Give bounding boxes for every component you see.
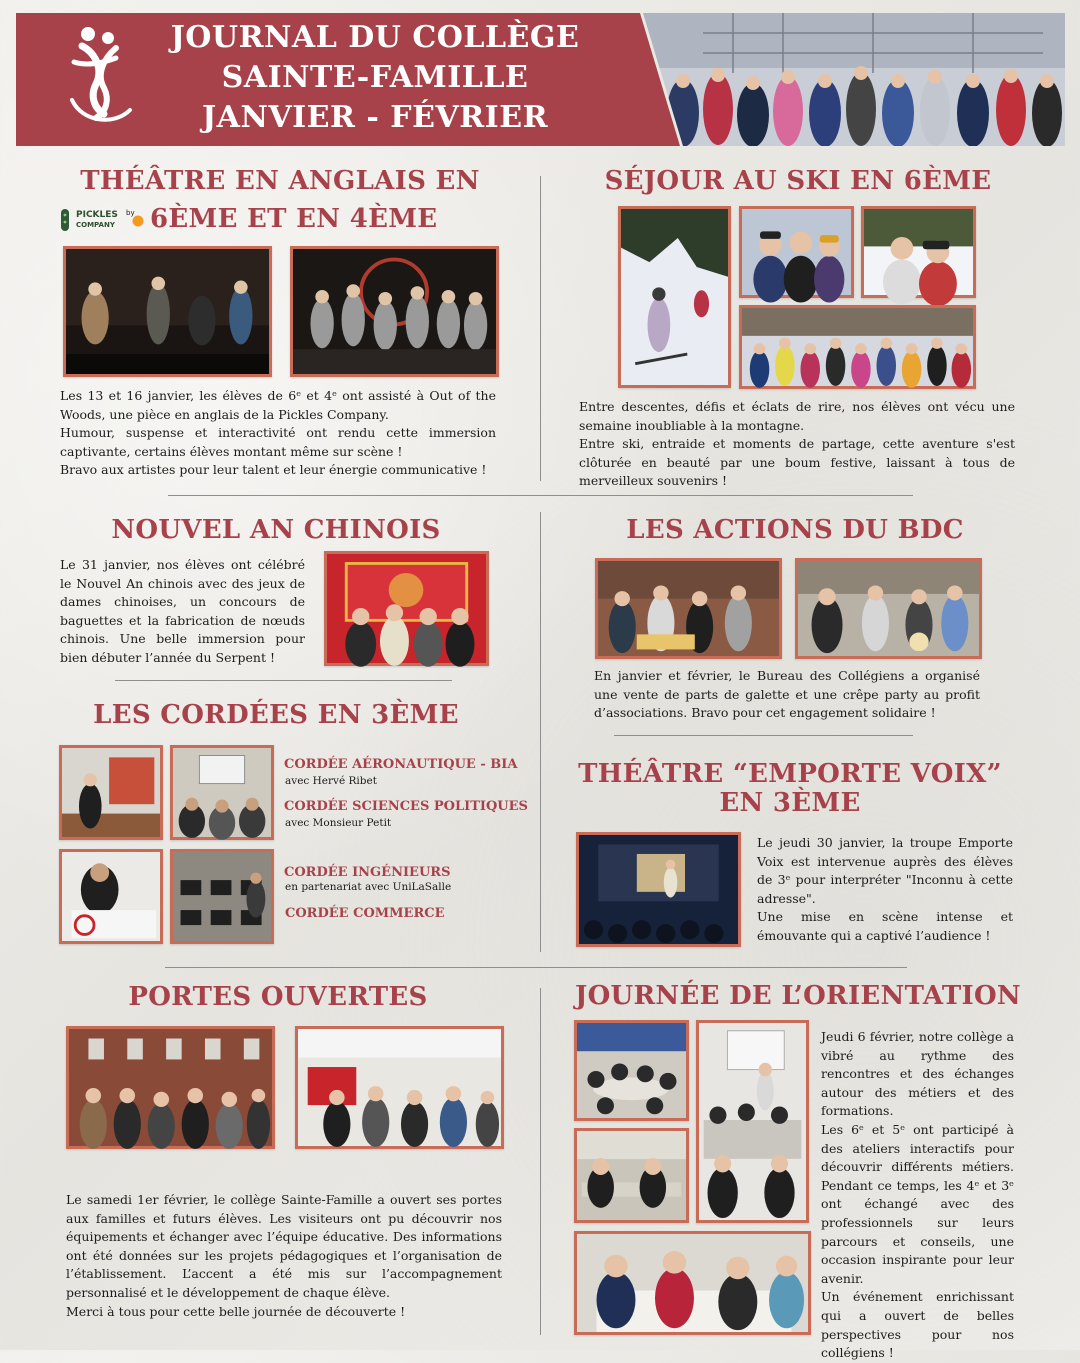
orientation-paragraph: Jeudi 6 février, notre collège a vibré au rythme des rencontres et des échanges autour des métiers et des formations. [821, 1029, 1014, 1119]
portes-text [66, 1191, 502, 1321]
theatre-anglais-subtitle: 6ÈME ET EN 4ÈME [150, 204, 438, 234]
ski-photo-group [739, 305, 976, 389]
section-divider [115, 680, 452, 681]
newsletter-title [170, 18, 580, 138]
cordee-ingenieurs-title: CORDÉE INGÉNIEURS [284, 865, 451, 880]
ski-paragraph: Entre ski, entraide et moments de partage, cette aventure s'est clôturée en beauté par une boum festive, laissant à tous de merveilleux souvenirs ! [579, 436, 1015, 489]
orientation-photo-3 [574, 1128, 689, 1223]
column-divider [540, 176, 541, 481]
orientation-title: JOURNÉE DE L’ORIENTATION [575, 981, 1022, 1011]
emporte-voix-subtitle: EN 3ÈME [719, 788, 861, 818]
section-divider [165, 967, 907, 968]
orientation-paragraph: Un événement enrichissant qui a ouvert de belles perspectives pour nos collégiens ! [821, 1289, 1014, 1361]
column-divider [540, 512, 541, 952]
nouvel-an-paragraph: Le 31 janvier, nos élèves ont célébré le Nouvel An chinois avec des jeux de dames chinoises, un concours de baguettes et la fabrication de nœuds chinois. Une belle immersion pour bien débuter l’année du Serpent ! [60, 557, 305, 665]
bdc-photo-galette [595, 558, 782, 659]
orientation-paragraph: Les 6ᵉ et 5ᵉ ont participé à des ateliers interactifs pour découvrir différents métiers. Pendant ce temps, les 4ᵉ et 3ᵉ ont échangé avec des professionnels sur leurs parcours et conseils, une occasion inspirante pour leur avenir. [821, 1121, 1014, 1286]
emporte-voix-text [757, 834, 1013, 946]
theatre-anglais-title: THÉÂTRE EN ANGLAIS EN [80, 166, 480, 196]
cordee-photo-aero [59, 745, 163, 840]
ski-text [579, 398, 1015, 491]
orientation-text [821, 1028, 1014, 1363]
ski-photo-duo [861, 206, 976, 298]
pickles-company-logo [58, 205, 135, 235]
theatre-anglais-text [60, 387, 496, 480]
cordee-ingenieurs-sub: en partenariat avec UniLaSalle [285, 881, 452, 893]
pickles-logo-text: PICKLES [76, 210, 118, 220]
emporte-voix-paragraph: Le jeudi 30 janvier, la troupe Emporte Voix est intervenue auprès des élèves de 3ᵉ pour interpréter "Inconnu à cette adresse". [757, 835, 1013, 906]
theatre-anglais-paragraph: Bravo aux artistes pour leur talent et leur énergie communicative ! [60, 462, 487, 478]
nouvel-an-text [60, 556, 305, 668]
cordee-photo-sciences-po [170, 745, 274, 840]
theatre-anglais-paragraph: Humour, suspense et interactivité ont rendu cette immersion captivante, certains élèves montant même sur scène ! [60, 425, 496, 459]
portes-title: PORTES OUVERTES [128, 982, 428, 1012]
title-line-2: SAINTE-FAMILLE [221, 60, 529, 95]
theatre-photo-group [290, 246, 499, 377]
cordee-sciences-po-sub: avec Monsieur Petit [285, 817, 392, 829]
section-divider [614, 735, 913, 736]
pickles-logo-by: by [126, 209, 135, 217]
emporte-voix-title: THÉÂTRE “EMPORTE VOIX” [578, 759, 1002, 789]
cordee-photo-commerce [170, 849, 274, 944]
portes-photo-cdi [295, 1026, 504, 1149]
cordee-commerce-title: CORDÉE COMMERCE [285, 906, 445, 921]
cordee-aero-sub: avec Hervé Ribet [285, 775, 377, 787]
title-line-3: JANVIER - FÉVRIER [201, 100, 549, 135]
bdc-photo-crepes [795, 558, 982, 659]
ski-title: SÉJOUR AU SKI EN 6ÈME [604, 166, 992, 196]
cordees-title: LES CORDÉES EN 3ÈME [93, 700, 459, 730]
theatre-anglais-paragraph: Les 13 et 16 janvier, les élèves de 6ᵉ et 4ᵉ ont assisté à Out of the Woods, une pièce en anglais de la Pickles Company. [60, 388, 496, 422]
portes-paragraph: Le samedi 1er février, le collège Sainte-Famille a ouvert ses portes aux familles et futurs élèves. Les visiteurs ont pu découvrir nos équipements et échanger avec l’équipe éducative. Des informations ont été données sur les projets pédagogiques et l’organisation de l’établissement. L’accent a été mis sur l’accompagnement personnalisé et le développement de chaque élève. [66, 1192, 502, 1300]
orientation-photo-2 [696, 1020, 809, 1223]
cordee-photo-ingenieurs [59, 849, 163, 944]
cordee-sciences-po-title: CORDÉE SCIENCES POLITIQUES [284, 799, 528, 814]
pickles-logo-subtext: COMPANY [76, 221, 115, 229]
column-divider [540, 988, 541, 1335]
nouvel-an-photo [324, 551, 489, 666]
nouvel-an-title: NOUVEL AN CHINOIS [111, 515, 441, 545]
bdc-title: LES ACTIONS DU BDC [626, 515, 964, 545]
ski-photo-slope [618, 206, 731, 388]
title-line-1: JOURNAL DU COLLÈGE [170, 20, 580, 55]
bdc-paragraph: En janvier et février, le Bureau des Collégiens a organisé une vente de parts de galette et une crêpe party au profit d’associations. Bravo pour cet engagement solidaire ! [594, 668, 980, 721]
school-logo [60, 22, 140, 130]
ski-photo-friends [739, 206, 854, 298]
theatre-photo-stage [63, 246, 272, 377]
emporte-voix-photo [576, 832, 741, 947]
orientation-photo-1 [574, 1020, 689, 1121]
ski-paragraph: Entre descentes, défis et éclats de rire, nos élèves ont vécu une semaine inoubliable à la montagne. [579, 399, 1015, 433]
cordee-aero-title: CORDÉE AÉRONAUTIQUE - BIA [284, 757, 518, 772]
portes-paragraph: Merci à tous pour cette belle journée de découverte ! [66, 1303, 406, 1319]
section-divider [168, 495, 913, 496]
bdc-text [594, 667, 980, 723]
header-photo-ski-group [643, 13, 1065, 146]
portes-photo-courtyard [66, 1026, 275, 1149]
emporte-voix-paragraph: Une mise en scène intense et émouvante qui a captivé l’audience ! [757, 909, 1013, 943]
orientation-photo-4 [574, 1231, 811, 1335]
